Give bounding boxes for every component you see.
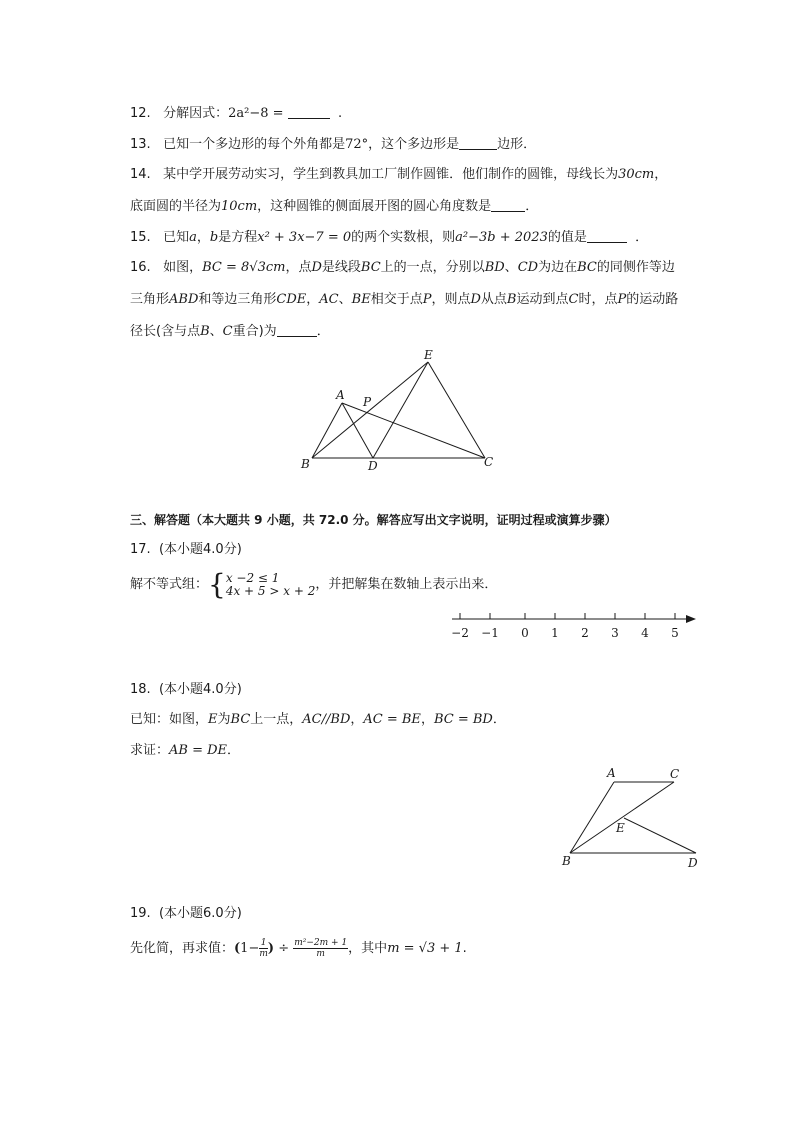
math-var: BD — [484, 260, 505, 275]
tick-label: −2 — [451, 626, 469, 640]
math-term: 1− — [240, 941, 260, 956]
punctuation: ． — [635, 230, 649, 245]
inequality-1: x −2 ≤ 1 — [225, 570, 280, 585]
segment-ab — [570, 782, 614, 853]
math-var: P — [422, 292, 432, 307]
punctuation: ， — [420, 712, 434, 727]
segment-bc — [570, 782, 674, 853]
segment-be — [312, 362, 428, 458]
inequality-2: 4x + 5 > x + 2 — [225, 583, 316, 598]
question-19-body: 先化简，再求值：(1− $\frac{1}{m}$ ) ÷ $\frac{\text{m²−2m + 1}}{m}$ ，其中m = √3 + 1. — [130, 938, 467, 959]
question-text: 先化简，再求值： — [130, 941, 235, 956]
math-equation: x² + 3x−7 = 0 — [257, 230, 352, 245]
punctuation: ． — [525, 199, 539, 214]
math-length: 30cm — [618, 167, 655, 182]
question-12 — [130, 104, 342, 123]
score-label: (本小题4.0分) — [158, 542, 242, 557]
label-b: B — [301, 457, 310, 471]
math-condition: AC = BE — [363, 712, 421, 727]
segment-ac — [342, 403, 485, 458]
question-text: 从点 — [480, 292, 507, 307]
fraction-numerator: m²−2m + 1 — [294, 938, 348, 948]
question-text: 的运动路 — [626, 292, 679, 307]
question-18-given — [130, 711, 506, 729]
segment-ab — [312, 403, 342, 458]
q16-figure — [295, 345, 505, 475]
question-text: 的两个实数根，则 — [351, 230, 456, 245]
punctuation: ． — [492, 712, 506, 727]
score-label: (本小题4.0分) — [158, 682, 242, 697]
math-length: 10cm — [221, 199, 258, 214]
math-goal: AB = DE — [169, 743, 228, 758]
segment-ed — [624, 818, 696, 853]
question-text: 上一点， — [250, 712, 303, 727]
left-brace: { — [208, 567, 226, 601]
label-p: P — [363, 395, 372, 409]
question-15 — [130, 228, 648, 247]
score-label: (本小题6.0分) — [158, 906, 242, 921]
tick-label: 0 — [521, 626, 529, 640]
punctuation: ， — [350, 712, 364, 727]
question-16-line-1 — [130, 259, 675, 277]
label-a: A — [607, 766, 616, 780]
fraction-denominator: m — [316, 949, 325, 959]
label-e: E — [424, 348, 433, 362]
question-text: ，这种圆锥的侧面展开图的圆心角度数是 — [257, 199, 492, 214]
label-b: B — [562, 854, 571, 868]
question-18-prove — [130, 742, 240, 760]
punctuation: 、 — [504, 260, 518, 275]
fraction-denominator: m — [259, 949, 268, 959]
punctuation: ， — [306, 292, 320, 307]
question-number: 18. — [130, 682, 151, 697]
question-text: 某中学开展劳动实习，学生到教具加工厂制作圆锥．他们制作的圆锥，母线长为 — [163, 167, 619, 182]
math-condition: BC = BD — [433, 712, 493, 727]
question-text: 的值是 — [547, 230, 587, 245]
math-var: AC — [319, 292, 339, 307]
question-17-header — [130, 541, 242, 559]
label-c: C — [484, 455, 494, 469]
question-text: ，则点 — [431, 292, 471, 307]
label-d: D — [688, 856, 698, 870]
question-text: 上的一点，分别以 — [380, 260, 485, 275]
tick-label: −1 — [481, 626, 499, 640]
punctuation: 、 — [338, 292, 352, 307]
punctuation: . — [337, 106, 343, 121]
question-text: 分解因式： — [163, 106, 229, 121]
question-text: ，并把解集在数轴上表示出来． — [315, 577, 498, 592]
question-16-line-2 — [130, 291, 678, 309]
punctuation: ， — [654, 167, 668, 182]
question-text: 求证： — [130, 743, 170, 758]
question-text: 相交于点 — [370, 292, 423, 307]
question-text: 径长(含与点 — [130, 324, 201, 339]
question-number: 16. — [130, 260, 151, 275]
segment-ec — [428, 362, 485, 458]
tick-label: 2 — [581, 626, 589, 640]
question-text: 底面圆的半径为 — [130, 199, 222, 214]
inequality-system — [226, 572, 316, 598]
question-text: 三角形 — [130, 292, 170, 307]
question-19-header — [130, 905, 242, 923]
math-expression: 2a²−8 = — [228, 106, 284, 121]
label-e: E — [616, 821, 625, 835]
question-number: 15. — [130, 230, 151, 245]
question-text: 如图， — [163, 260, 203, 275]
fraction-numerator: 1 — [260, 938, 267, 948]
math-var: CDE — [276, 292, 307, 307]
question-text: 边形． — [497, 137, 537, 152]
math-var: BE — [351, 292, 371, 307]
math-var: BC — [230, 712, 251, 727]
question-text: 是线段 — [321, 260, 361, 275]
math-var: BC — [577, 260, 597, 275]
label-d: D — [368, 459, 378, 473]
answer-blank[interactable] — [491, 197, 525, 212]
punctuation: . — [462, 941, 467, 956]
tick-label: 4 — [641, 626, 649, 640]
question-number: 13. — [130, 137, 151, 152]
question-number: 14. — [130, 167, 151, 182]
label-a: A — [336, 388, 345, 402]
question-text: 已知 — [163, 230, 190, 245]
question-13 — [130, 135, 536, 154]
question-16-line-3 — [130, 322, 330, 341]
answer-blank[interactable] — [288, 104, 330, 119]
math-var: ABD — [169, 292, 199, 307]
math-condition: AC//BD — [302, 712, 351, 727]
question-text: 的同侧作等边 — [596, 260, 675, 275]
question-14-line-2 — [130, 197, 538, 216]
punctuation: ． — [316, 324, 330, 339]
question-number: 17. — [130, 542, 151, 557]
math-var: a — [189, 230, 197, 245]
math-var: C — [568, 292, 579, 307]
math-var: CD — [517, 260, 539, 275]
q18-figure — [560, 762, 705, 870]
math-var: P — [617, 292, 627, 307]
question-18-header — [130, 681, 242, 699]
math-var: B — [506, 292, 517, 307]
math-var: E — [208, 712, 218, 727]
question-17-body — [130, 568, 497, 602]
math-angle: 72° — [345, 137, 369, 152]
question-text: 为边在 — [538, 260, 578, 275]
question-text: 已知一个多边形的每个外角都是 — [163, 137, 346, 152]
punctuation: ， — [196, 230, 210, 245]
question-text: ，这个多边形是 — [368, 137, 460, 152]
question-text: 解不等式组： — [130, 577, 209, 592]
question-text: 是方程 — [218, 230, 258, 245]
fraction-1 — [259, 938, 268, 959]
question-text: 为 — [217, 712, 231, 727]
answer-blank[interactable] — [587, 228, 627, 243]
question-text: ，其中 — [348, 941, 388, 956]
math-value: m = √3 + 1 — [387, 941, 463, 956]
question-text: 运动到点 — [516, 292, 569, 307]
section-heading: 三、解答题（本大题共 9 小题，共 72.0 分。解答应写出文字说明，证明过程或演算步骤） — [130, 513, 617, 527]
segment-de — [373, 362, 428, 458]
question-text: 时，点 — [578, 292, 618, 307]
fraction-2 — [293, 938, 348, 959]
axis-arrow-icon — [686, 615, 696, 623]
question-text: 和等边三角形 — [198, 292, 277, 307]
answer-blank[interactable] — [459, 135, 497, 150]
math-equation: BC = 8√3cm — [202, 260, 286, 275]
math-var: D — [470, 292, 481, 307]
math-var: C — [222, 324, 233, 339]
punctuation: 、 — [209, 324, 223, 339]
question-14-line-1 — [130, 166, 667, 184]
question-text: 已知：如图， — [130, 712, 209, 727]
math-var: b — [209, 230, 219, 245]
number-line — [450, 608, 700, 644]
question-number: 12. — [130, 106, 151, 121]
punctuation: ． — [227, 743, 241, 758]
tick-label: 1 — [551, 626, 559, 640]
question-number: 19. — [130, 906, 151, 921]
math-var: B — [200, 324, 210, 339]
math-expression: a²−3b + 2023 — [455, 230, 548, 245]
math-var: D — [311, 260, 322, 275]
label-c: C — [670, 767, 680, 781]
tick-label: 3 — [611, 626, 619, 640]
answer-blank[interactable] — [277, 322, 317, 337]
tick-label: 5 — [671, 626, 679, 640]
question-text: 重合)为 — [232, 324, 277, 339]
question-text: ，点 — [285, 260, 312, 275]
math-var: BC — [360, 260, 381, 275]
division-sign: ÷ — [278, 941, 290, 956]
